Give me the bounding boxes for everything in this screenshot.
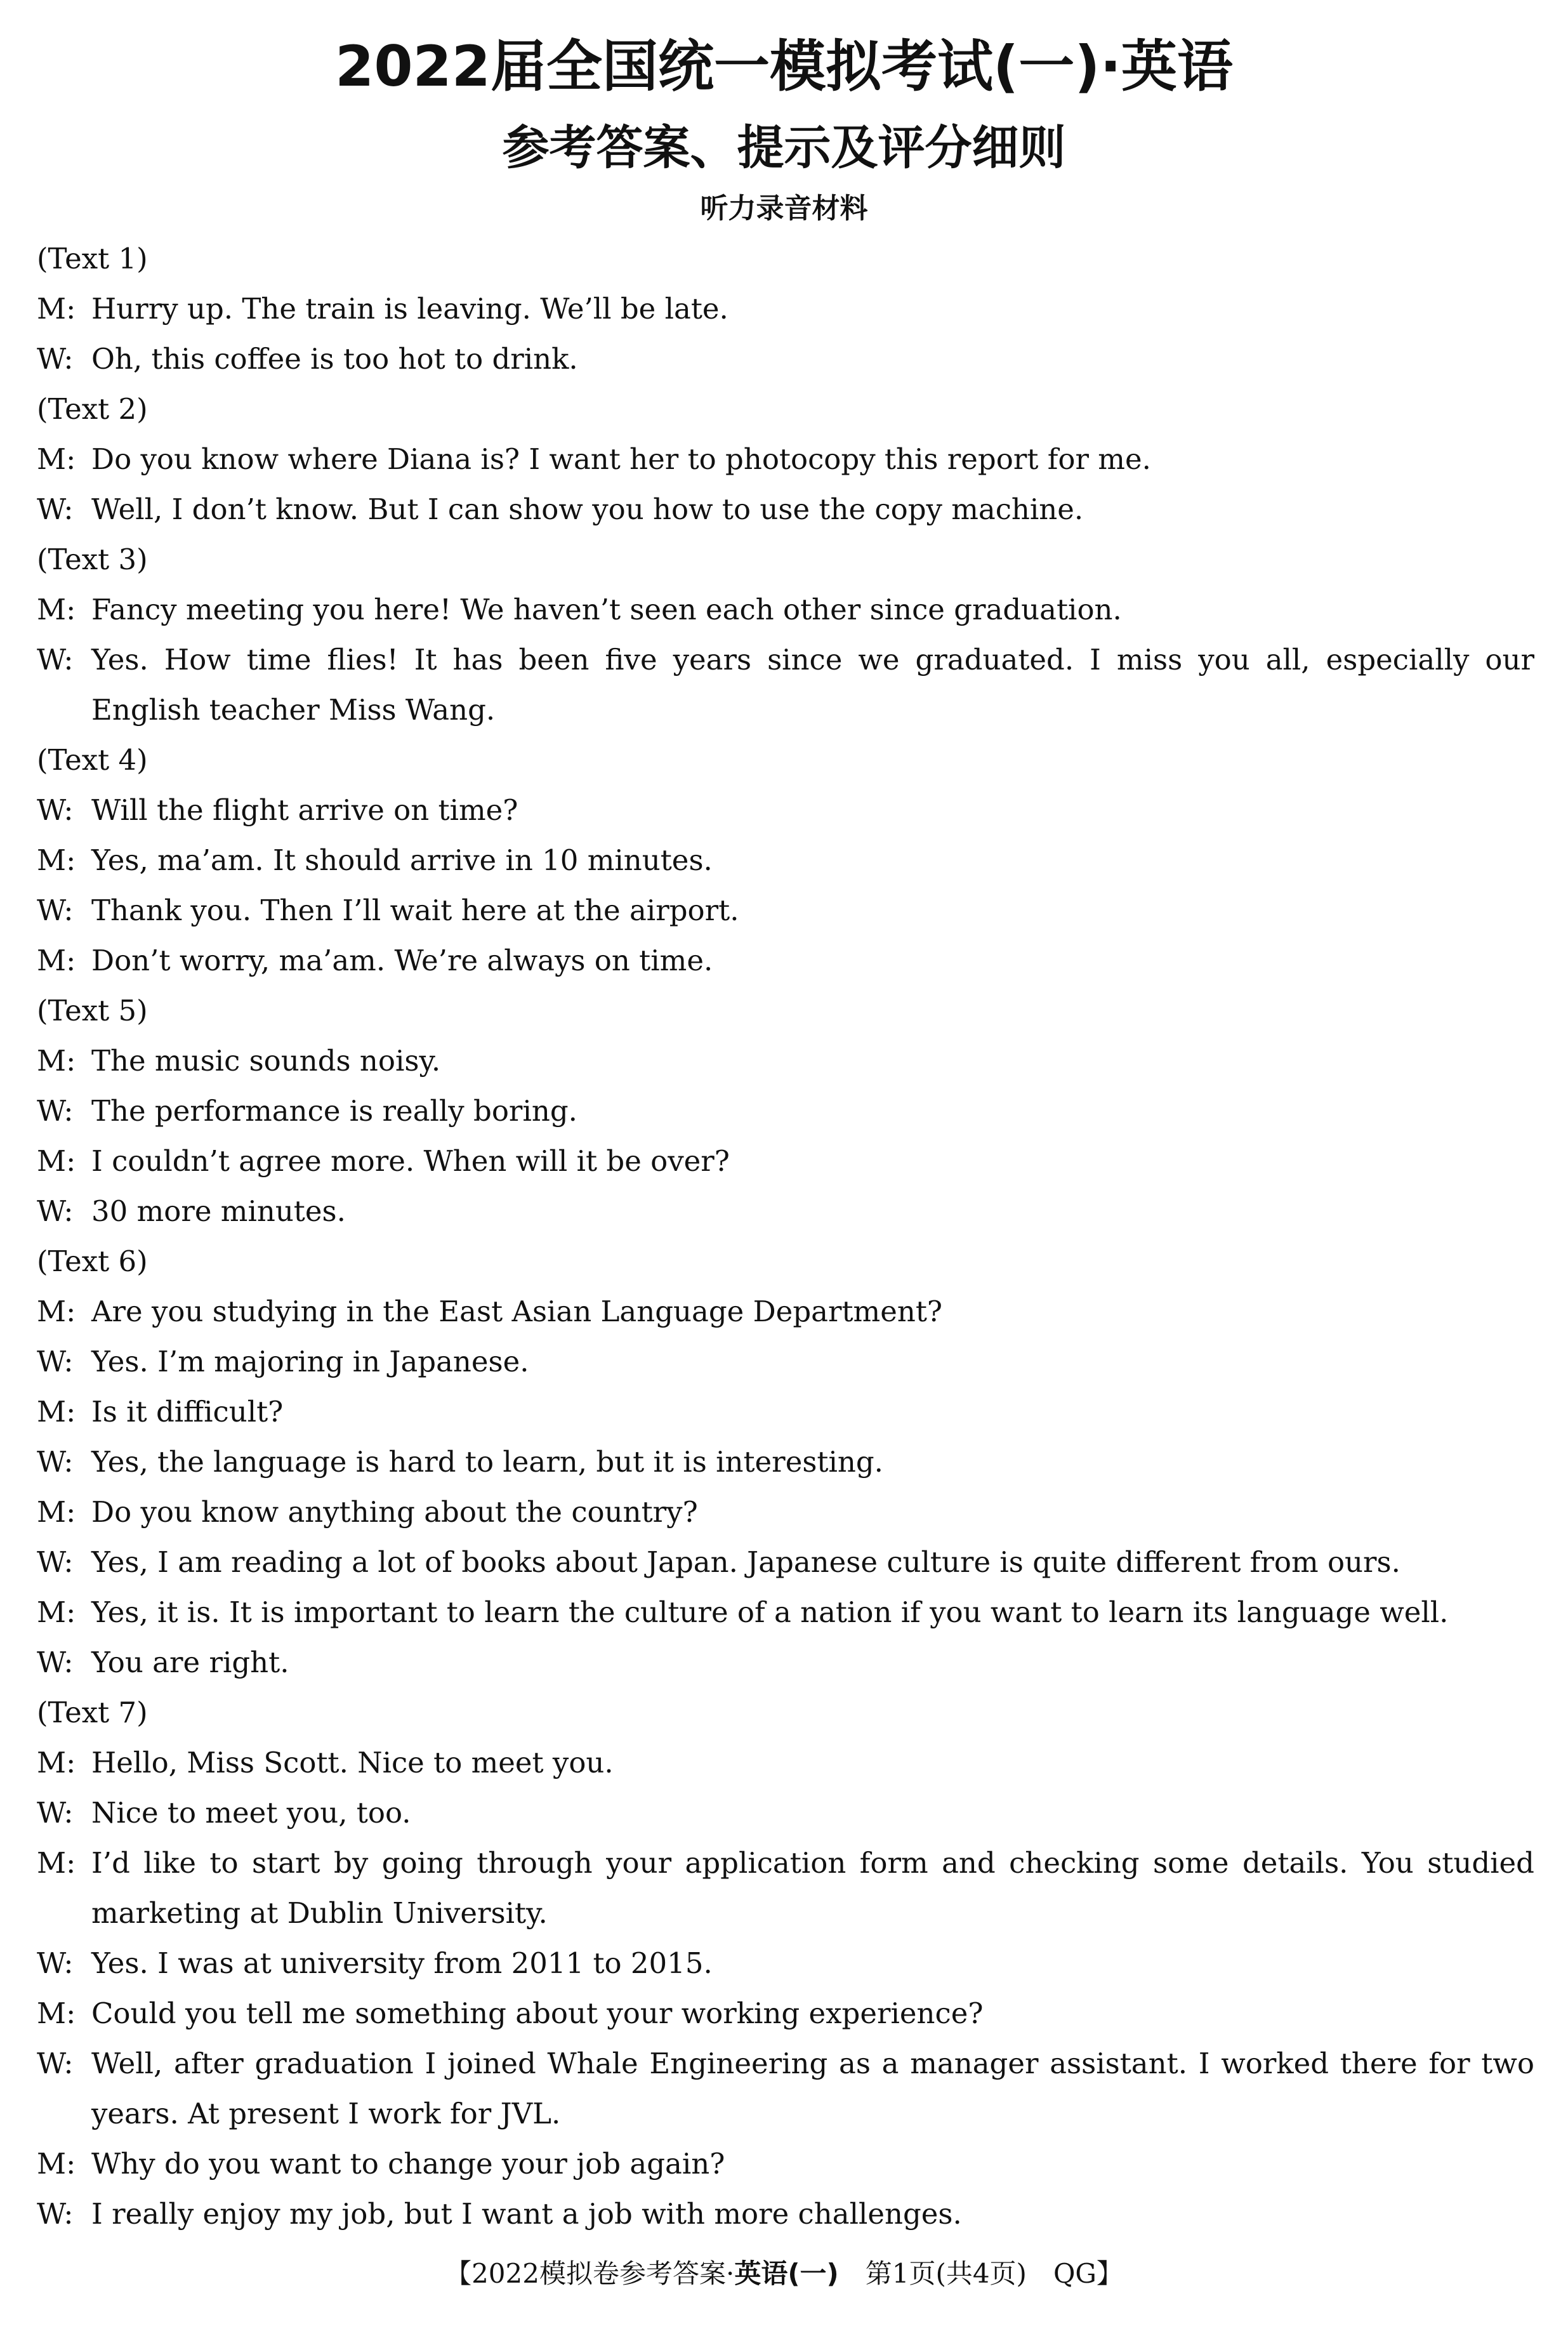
utterance-text: Is it difficult? xyxy=(91,1395,284,1429)
speaker-label: M: xyxy=(37,1996,76,2030)
dialogue-line xyxy=(37,1637,1534,1687)
dialogue-line xyxy=(37,584,1534,635)
utterance-text: Thank you. Then I’ll wait here at the airport. xyxy=(91,894,739,927)
footer-prefix: 【2022模拟卷参考答案· xyxy=(445,2258,735,2289)
document-subtitle: 参考答案、提示及评分细则 xyxy=(502,121,1066,175)
utterance-text: I couldn’t agree more. When will it be over? xyxy=(91,1144,730,1178)
page-footer xyxy=(0,2253,1568,2295)
utterance-text: 30 more minutes. xyxy=(91,1194,346,1228)
speaker-label: M: xyxy=(37,1044,76,1078)
speaker-label: M: xyxy=(37,593,76,626)
utterance-text: Are you studying in the East Asian Language Department? xyxy=(91,1295,943,1328)
speaker-label: W: xyxy=(37,2197,74,2231)
speaker-label: M: xyxy=(37,1395,76,1429)
dialogue-line xyxy=(37,1036,1534,1086)
speaker-label: M: xyxy=(37,1144,76,1178)
speaker-label: M: xyxy=(37,292,76,326)
utterance-text: Oh, this coffee is too hot to drink. xyxy=(91,342,578,376)
utterance-text: Why do you want to change your job again? xyxy=(91,2147,725,2181)
speaker-label: W: xyxy=(37,1946,74,1980)
dialogue-line xyxy=(37,1136,1534,1186)
dialogue-line xyxy=(37,635,1534,735)
dialogue-line xyxy=(37,1286,1534,1336)
dialogue-line xyxy=(37,1537,1534,1587)
utterance-text: Well, I don’t know. But I can show you how to use the copy machine. xyxy=(91,492,1084,526)
dialogue-line xyxy=(37,284,1534,334)
dialogue-line xyxy=(37,1086,1534,1136)
speaker-label: M: xyxy=(37,1746,76,1779)
speaker-label: W: xyxy=(37,1445,74,1479)
speaker-label: M: xyxy=(37,1295,76,1328)
utterance-text: Fancy meeting you here! We haven’t seen each other since graduation. xyxy=(91,593,1122,626)
utterance-text: Will the flight arrive on time? xyxy=(91,793,518,827)
dialogue-line xyxy=(37,1437,1534,1487)
text-heading: (Text 1) xyxy=(37,242,148,275)
section-title: 听力录音材料 xyxy=(700,192,868,225)
dialogue-line xyxy=(37,434,1534,484)
dialogue-line xyxy=(37,484,1534,534)
footer-page-info: 第1页(共4页) xyxy=(865,2258,1027,2289)
dialogue-line xyxy=(37,935,1534,986)
dialogue-line xyxy=(37,334,1534,384)
utterance-text: The performance is really boring. xyxy=(91,1094,577,1128)
dialogue-line xyxy=(37,1938,1534,1988)
dialogue-line xyxy=(37,1988,1534,2038)
utterance-text: Do you know anything about the country? xyxy=(91,1495,698,1529)
dialogue-line xyxy=(37,2038,1534,2139)
dialogue-line xyxy=(37,1186,1534,1236)
dialogue-line xyxy=(37,2189,1534,2239)
speaker-label: W: xyxy=(37,643,74,676)
speaker-label: W: xyxy=(37,894,74,927)
utterance-text: Yes. How time flies! It has been five years since we graduated. I miss you all, especially our English teacher Miss Wang. xyxy=(91,643,1534,727)
speaker-label: W: xyxy=(37,1545,74,1579)
speaker-label: W: xyxy=(37,2047,74,2080)
speaker-label: W: xyxy=(37,793,74,827)
text-heading: (Text 6) xyxy=(37,1244,148,1278)
footer-code: QG】 xyxy=(1053,2258,1123,2289)
dialogue-line xyxy=(37,1487,1534,1537)
transcript xyxy=(37,234,1534,2239)
dialogue-line xyxy=(37,1387,1534,1437)
speaker-label: M: xyxy=(37,1846,76,1880)
speaker-label: M: xyxy=(37,2147,76,2181)
utterance-text: Well, after graduation I joined Whale Engineering as a manager assistant. I worked there for two years. At present I work for JVL. xyxy=(91,2047,1534,2130)
utterance-text: Hurry up. The train is leaving. We’ll be late. xyxy=(91,292,728,326)
utterance-text: Could you tell me something about your working experience? xyxy=(91,1996,984,2030)
utterance-text: I’d like to start by going through your application form and checking some details. You studied marketing at Dublin University. xyxy=(91,1846,1534,1930)
speaker-label: W: xyxy=(37,1646,74,1679)
speaker-label: M: xyxy=(37,1495,76,1529)
utterance-text: Yes. I’m majoring in Japanese. xyxy=(91,1345,529,1378)
text-heading: (Text 3) xyxy=(37,543,148,576)
utterance-text: Hello, Miss Scott. Nice to meet you. xyxy=(91,1746,614,1779)
dialogue-line xyxy=(37,1838,1534,1938)
speaker-label: M: xyxy=(37,1595,76,1629)
dialogue-line xyxy=(37,1788,1534,1838)
speaker-label: W: xyxy=(37,1094,74,1128)
utterance-text: Yes, the language is hard to learn, but it is interesting. xyxy=(91,1445,883,1479)
dialogue-line xyxy=(37,1336,1534,1387)
dialogue-line xyxy=(37,785,1534,835)
dialogue-line xyxy=(37,1738,1534,1788)
speaker-label: W: xyxy=(37,342,74,376)
utterance-text: Yes, it is. It is important to learn the culture of a nation if you want to learn its language well. xyxy=(91,1595,1449,1629)
speaker-label: W: xyxy=(37,492,74,526)
utterance-text: Yes, ma’am. It should arrive in 10 minutes. xyxy=(91,843,713,877)
speaker-label: M: xyxy=(37,442,76,476)
utterance-text: The music sounds noisy. xyxy=(91,1044,441,1078)
speaker-label: W: xyxy=(37,1345,74,1378)
speaker-label: W: xyxy=(37,1796,74,1830)
utterance-text: Do you know where Diana is? I want her to photocopy this report for me. xyxy=(91,442,1151,476)
speaker-label: M: xyxy=(37,843,76,877)
speaker-label: M: xyxy=(37,944,76,977)
dialogue-line xyxy=(37,2139,1534,2189)
utterance-text: I really enjoy my job, but I want a job with more challenges. xyxy=(91,2197,962,2231)
utterance-text: Don’t worry, ma’am. We’re always on time. xyxy=(91,944,713,977)
utterance-text: Nice to meet you, too. xyxy=(91,1796,411,1830)
text-heading: (Text 7) xyxy=(37,1696,148,1729)
footer-subject: 英语(一) xyxy=(734,2258,839,2289)
text-heading: (Text 2) xyxy=(37,392,148,426)
utterance-text: Yes, I am reading a lot of books about Japan. Japanese culture is quite different from ours. xyxy=(91,1545,1400,1579)
speaker-label: W: xyxy=(37,1194,74,1228)
document-title: 2022届全国统一模拟考试(一)·英语 xyxy=(335,34,1233,99)
dialogue-line xyxy=(37,835,1534,885)
dialogue-line xyxy=(37,1587,1534,1637)
utterance-text: Yes. I was at university from 2011 to 2015. xyxy=(91,1946,713,1980)
text-heading: (Text 4) xyxy=(37,743,148,777)
dialogue-line xyxy=(37,885,1534,935)
utterance-text: You are right. xyxy=(91,1646,289,1679)
text-heading: (Text 5) xyxy=(37,994,148,1027)
